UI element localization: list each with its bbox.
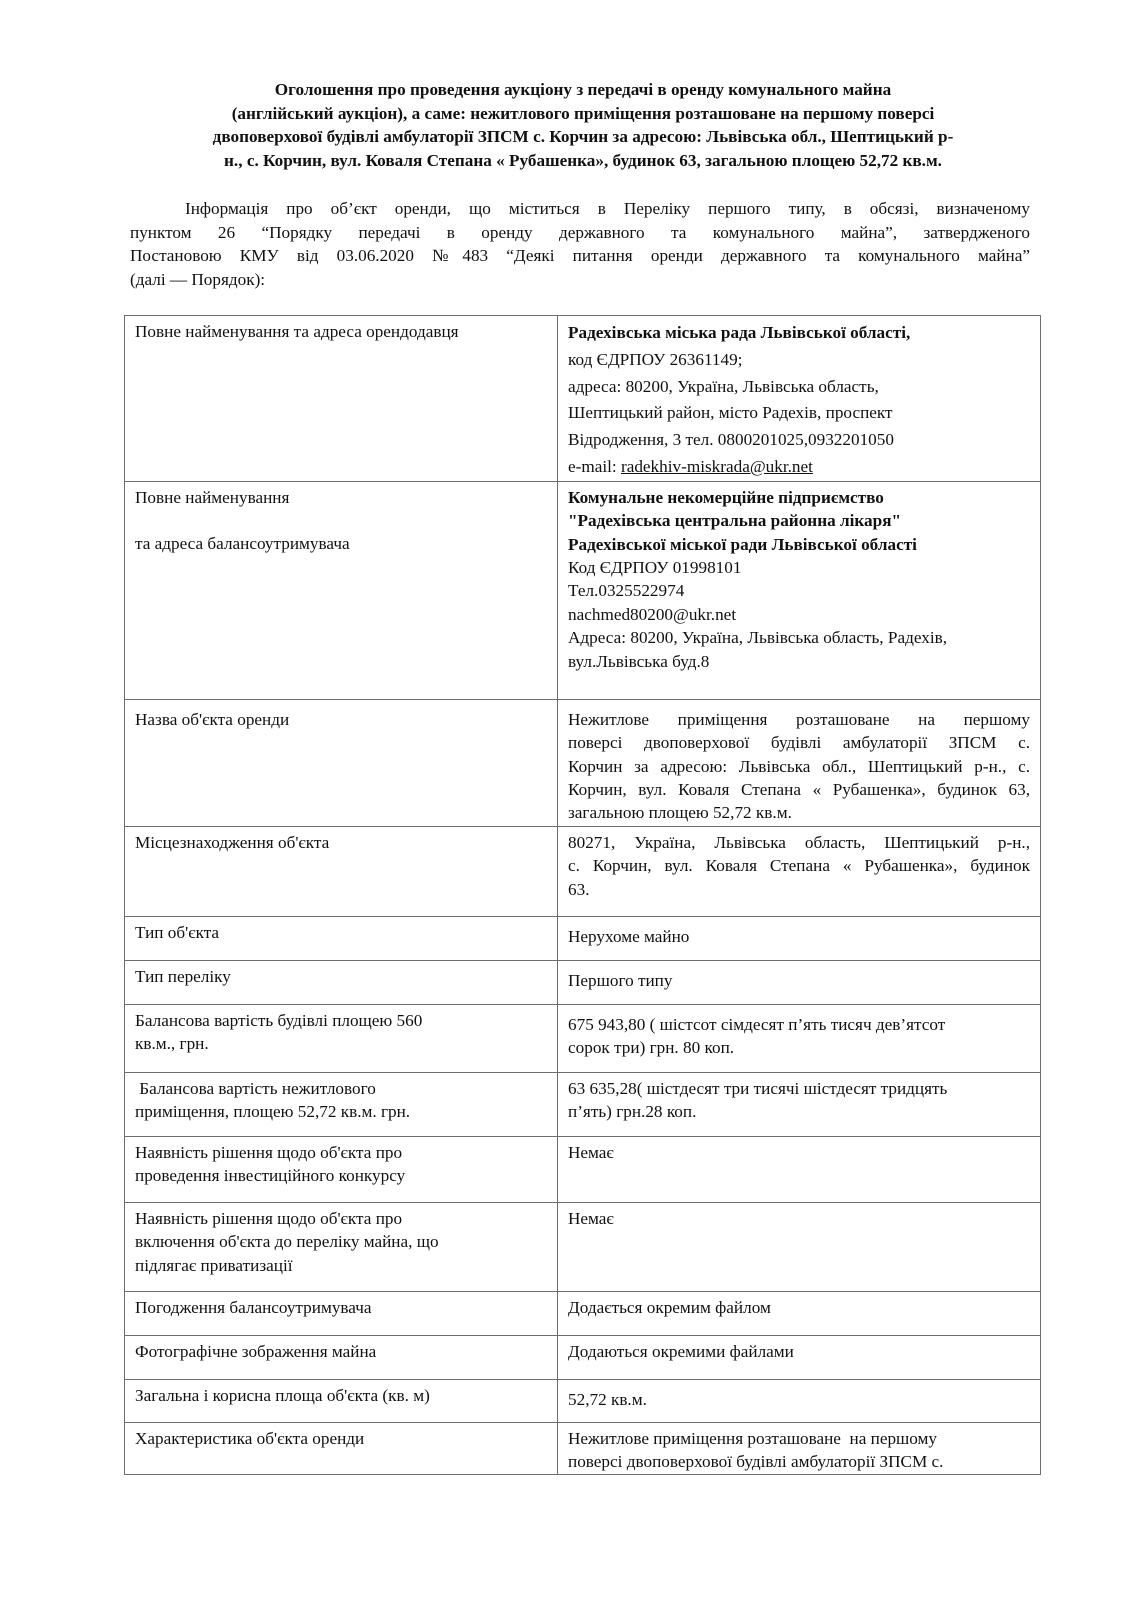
row-value	[558, 1202, 1041, 1291]
holder-edrpou: Код ЄДРПОУ 01998101	[568, 558, 742, 577]
table-row	[125, 1291, 1041, 1335]
row-key	[125, 1291, 558, 1335]
key-text: Загальна і корисна площа об'єкта (кв. м)	[135, 1385, 430, 1405]
table-row	[125, 699, 1041, 826]
row-value	[558, 316, 1041, 482]
row-key	[125, 1379, 558, 1422]
object-type-value: Нерухоме майно	[568, 926, 690, 946]
row-key	[125, 1202, 558, 1291]
holder-phone: Тел.0325522974	[568, 581, 685, 601]
title-line: Оголошення про проведення аукціону з передачі в оренду комунального майна	[274, 80, 892, 99]
premises-value-text: 63 635,28( шістдесят три тисячі шістдесят тридцять	[568, 1078, 948, 1098]
email-label: e-mail:	[568, 456, 621, 476]
row-value	[558, 960, 1041, 1004]
list-type-value: Першого типу	[568, 970, 673, 990]
row-key	[125, 481, 558, 699]
location-text: 63.	[568, 879, 590, 899]
key-text: приміщення, площею 52,72 кв.м. грн.	[135, 1102, 411, 1122]
landlord-name: Радехівська міська рада Львівської області,	[568, 323, 911, 342]
key-text: Наявність рішення щодо об'єкта про	[135, 1208, 403, 1228]
landlord-email-link[interactable]: radekhiv-miskrada@ukr.net	[620, 456, 813, 476]
area-value: 52,72 кв.м.	[568, 1389, 647, 1409]
building-value-text: 675 943,80 ( шістсот сімдесят п’ять тисяч дев’ятсот	[568, 1014, 946, 1034]
key-text: Наявність рішення щодо об'єкта про	[135, 1142, 403, 1162]
intro-line: Інформація про об’єкт оренди, що міститься в Переліку першого типу, в обсязі, визначеному	[185, 199, 1030, 218]
row-key	[125, 699, 558, 826]
table-row	[125, 1136, 1041, 1202]
key-text: Місцезнаходження об'єкта	[135, 832, 330, 852]
row-key	[125, 1072, 558, 1136]
row-value	[558, 826, 1041, 916]
key-text: проведення інвестиційного конкурсу	[135, 1166, 406, 1186]
key-text: підлягає приватизації	[135, 1255, 293, 1275]
photos-value: Додаються окремими файлами	[568, 1341, 794, 1361]
key-text: Назва об'єкта оренди	[135, 709, 290, 729]
key-spacer	[135, 509, 547, 532]
key-text: Балансова вартість нежитлового	[135, 1078, 376, 1098]
location-text: с. Корчин, вул. Коваля Степана « Рубашенка», будинок	[568, 856, 1030, 876]
table-row	[125, 1335, 1041, 1379]
holder-name: Комунальне некомерційне підприємство	[568, 487, 884, 507]
object-name-text: Корчин, вул. Коваля Степана « Рубашенка», будинок 63,	[568, 780, 1030, 799]
object-name-text: Нежитлове приміщення розташоване на першому	[568, 709, 1030, 729]
key-text: Балансова вартість будівлі площею 560	[135, 1010, 423, 1030]
key-text: Фотографічне зображення майна	[135, 1341, 377, 1361]
key-text: включення об'єкта до переліку майна, що	[135, 1232, 439, 1252]
title-line: двоповерхової будівлі амбулаторії ЗПСМ с. Корчин за адресою: Львівська обл., Шептицький р-	[212, 127, 954, 146]
table-row	[125, 1202, 1041, 1291]
row-key	[125, 1422, 558, 1474]
holder-name: Радехівської міської ради Львівської області	[568, 534, 917, 554]
investment-contest-value: Немає	[568, 1142, 614, 1162]
intro-line: пунктом 26 “Порядку передачі в оренду державного та комунального майна”, затвердженого	[130, 222, 1030, 242]
key-text: Повне найменування	[135, 487, 290, 507]
table-row	[125, 916, 1041, 960]
key-text: Тип об'єкта	[135, 922, 220, 942]
holder-email: nachmed80200@ukr.net	[568, 604, 737, 624]
key-text: Погодження балансоутримувача	[135, 1297, 372, 1317]
table-row	[125, 1072, 1041, 1136]
object-name-text: поверсі двоповерхової будівлі амбулаторії ЗПСМ с.	[568, 733, 1030, 753]
landlord-edrpou: код ЄДРПОУ 26361149;	[568, 349, 743, 369]
row-key	[125, 1335, 558, 1379]
intro-line: Постановою КМУ від 03.06.2020 №483 “Деякі питання оренди державного та комунального майна”	[130, 246, 1030, 265]
row-key	[125, 1136, 558, 1202]
row-value	[558, 699, 1041, 826]
row-key	[125, 960, 558, 1004]
row-value	[558, 1335, 1041, 1379]
privatization-value: Немає	[568, 1208, 614, 1228]
intro-paragraph	[130, 197, 1030, 291]
row-value	[558, 916, 1041, 960]
key-text: та адреса балансоутримувача	[135, 534, 350, 554]
table-row	[125, 1422, 1041, 1474]
premises-value-text: п’ять) грн.28 коп.	[568, 1102, 697, 1122]
object-info-table	[124, 315, 1041, 1475]
row-key	[125, 316, 558, 482]
title-line: н., с. Корчин, вул. Коваля Степана « Рубашенка», будинок 63, загальною площею 52,72 кв.м.	[224, 150, 942, 170]
row-key	[125, 916, 558, 960]
table-row	[125, 316, 1041, 482]
key-text: Тип переліку	[135, 966, 231, 986]
table-row	[125, 1379, 1041, 1422]
row-key	[125, 1004, 558, 1072]
row-value	[558, 1379, 1041, 1422]
object-name-text: Корчин за адресою: Львівська обл., Шептицький р-н., с.	[568, 756, 1030, 776]
table-row	[125, 1004, 1041, 1072]
holder-name: "Радехівська центральна районна лікаря"	[568, 511, 902, 531]
announcement-title	[128, 78, 1038, 172]
characteristics-text: поверсі двоповерхової будівлі амбулаторії ЗПСМ с.	[568, 1452, 944, 1472]
row-value	[558, 1291, 1041, 1335]
object-name-text: загальною площею 52,72 кв.м.	[568, 803, 792, 823]
building-value-text: сорок три) грн. 80 коп.	[568, 1038, 735, 1058]
table-row	[125, 960, 1041, 1004]
characteristics-text: Нежитлове приміщення розташоване на першому	[568, 1428, 938, 1448]
key-text: Характеристика об'єкта оренди	[135, 1428, 365, 1448]
table-row	[125, 826, 1041, 916]
row-value	[558, 1004, 1041, 1072]
intro-line: (далі — Порядок):	[130, 269, 266, 289]
title-line: (англійський аукціон), а саме: нежитлового приміщення розташоване на першому поверсі	[231, 103, 935, 123]
key-text: кв.м., грн.	[135, 1034, 209, 1054]
holder-address: вул.Львівська буд.8	[568, 651, 710, 671]
row-value	[558, 481, 1041, 699]
table-row	[125, 481, 1041, 699]
landlord-address: адреса: 80200, Україна, Львівська область,	[568, 376, 879, 396]
row-value	[558, 1136, 1041, 1202]
landlord-phone: Відродження, 3 тел. 0800201025,0932201050	[568, 430, 894, 450]
holder-address: Адреса: 80200, Україна, Львівська область, Радехів,	[568, 628, 948, 648]
location-text: 80271, Україна, Львівська область, Шептицький р-н.,	[568, 832, 1030, 852]
key-text: Повне найменування та адреса орендодавця	[135, 322, 459, 341]
landlord-address: Шептицький район, місто Радехів, проспект	[568, 403, 893, 423]
row-key	[125, 826, 558, 916]
row-value	[558, 1422, 1041, 1474]
row-value	[558, 1072, 1041, 1136]
holder-approval-value: Додається окремим файлом	[568, 1297, 771, 1317]
